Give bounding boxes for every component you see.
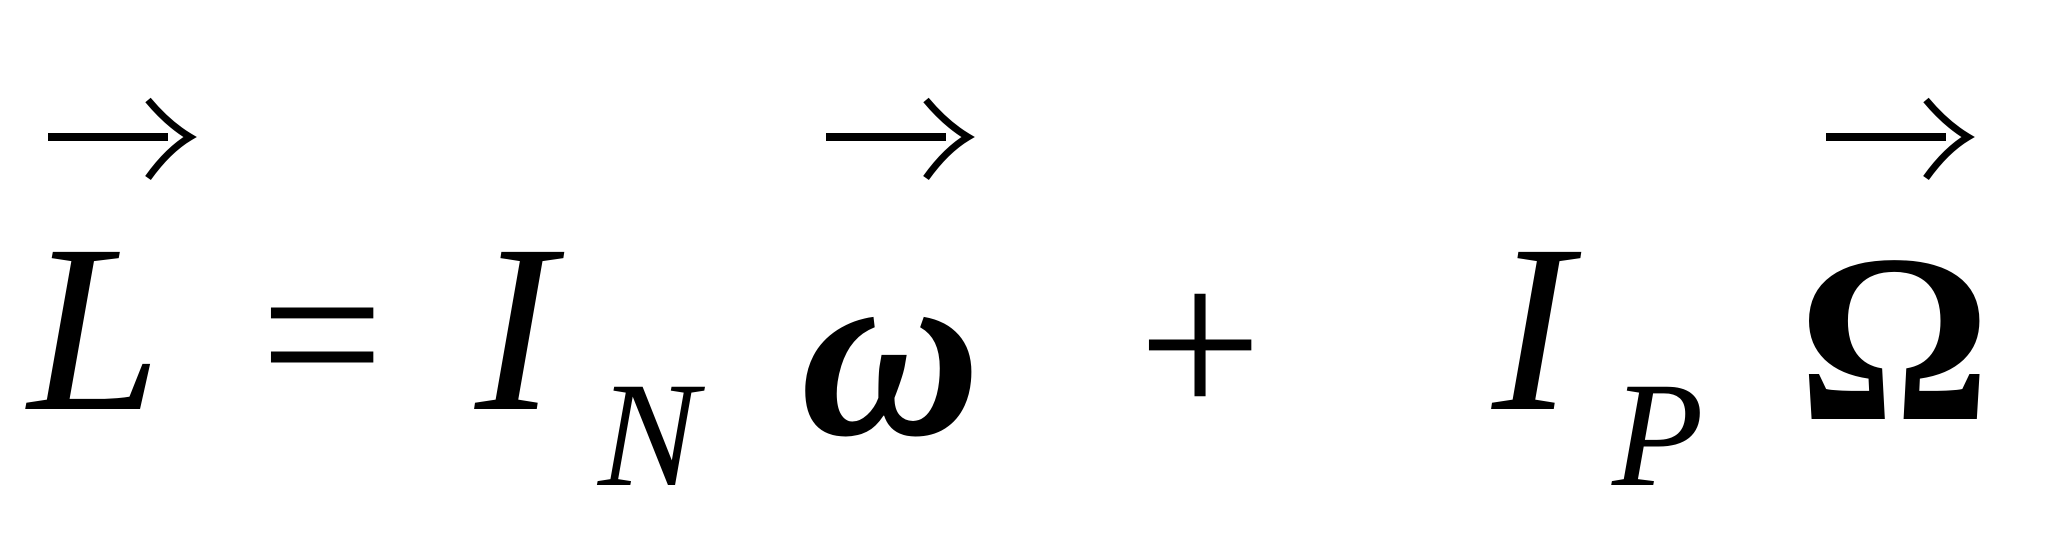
- vector-arrow-over-capital-omega: [1822, 96, 1972, 182]
- vector-arrow-over-omega: [822, 96, 972, 182]
- subscript-n: N: [598, 352, 699, 518]
- moment-of-inertia-n-symbol: I: [475, 195, 555, 461]
- angular-momentum-symbol: L: [28, 195, 162, 461]
- vector-arrow-over-L: [44, 96, 194, 182]
- moment-of-inertia-p-symbol: I: [1492, 195, 1572, 461]
- equals-sign: =: [260, 212, 385, 456]
- subscript-p: P: [1612, 352, 1704, 518]
- precession-omega: Ω: [1798, 205, 1991, 471]
- plus-sign: +: [1138, 222, 1263, 466]
- angular-velocity-omega: ω: [800, 212, 981, 489]
